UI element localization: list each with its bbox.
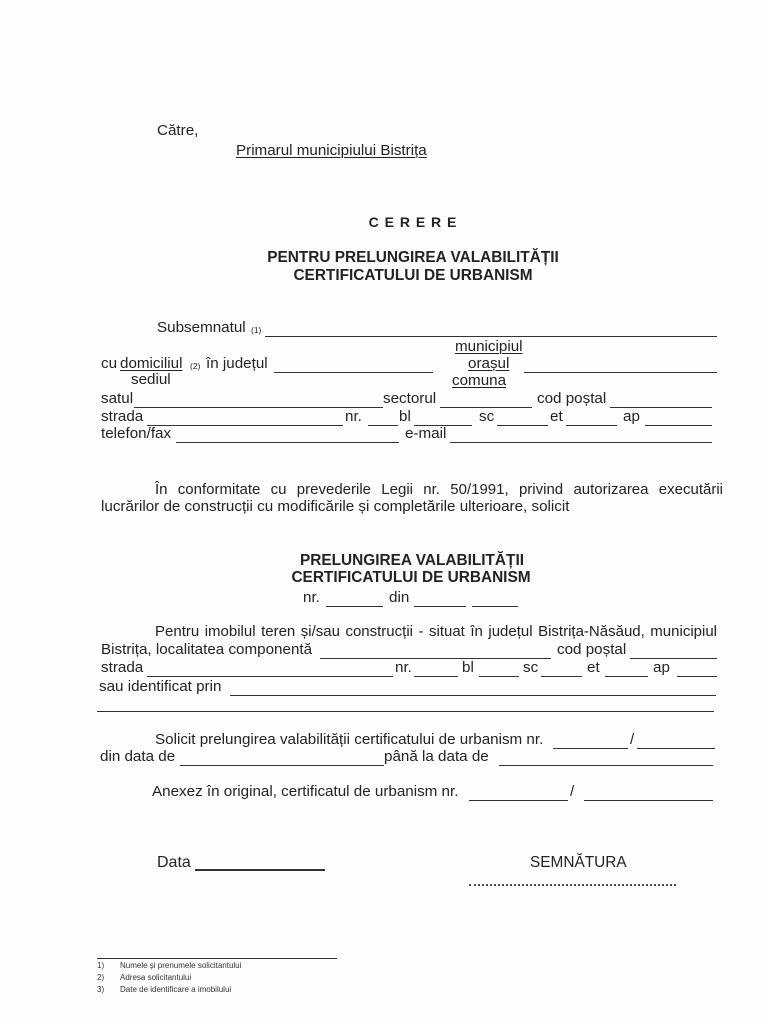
subtitle-line-1: PENTRU PRELUNGIREA VALABILITĂȚII [267, 249, 559, 266]
email-label: e-mail [405, 425, 447, 442]
property-extra-blank [97, 711, 714, 712]
footnote-text-2: Adresa solicitantului [120, 973, 192, 982]
addressee-label: Către, [157, 122, 199, 139]
nr-label: nr. [345, 408, 362, 425]
property-et-label: et [587, 659, 600, 676]
request-nr-blank [326, 606, 383, 607]
property-bl-label: bl [462, 659, 474, 676]
annex-separator: / [570, 783, 575, 800]
email-blank [450, 442, 712, 443]
extension-separator: / [630, 731, 635, 748]
et-label: et [550, 408, 563, 425]
property-strada-blank [147, 676, 393, 677]
property-identificat-label: sau identificat prin [99, 678, 222, 695]
property-sc-blank [541, 676, 582, 677]
property-cod-postal-label: cod poștal [557, 641, 627, 658]
option-orasul: orașul [468, 355, 510, 372]
data-label: Data [157, 854, 191, 871]
option-comuna: comuna [452, 372, 507, 389]
property-strada-label: strada [101, 659, 144, 676]
ap-blank [645, 425, 712, 426]
pana-la-data-label: până la data de [384, 748, 489, 765]
subsemnatul-label: Subsemnatul [157, 319, 246, 336]
recipient-name: Primarul municipiului Bistrița [236, 142, 427, 159]
extension-label: Solicit prelungirea valabilității certificatului de urbanism nr. [155, 731, 544, 748]
footnote-text-1: Numele și prenumele solicitantului [120, 961, 242, 970]
footnote-marker-2: 2) [97, 973, 105, 982]
property-ap-label: ap [653, 659, 670, 676]
telefon-blank [176, 442, 399, 443]
footnote-ref-2: (2) [190, 361, 201, 371]
et-blank [566, 425, 617, 426]
property-sc-label: sc [523, 659, 539, 676]
semnatura-dotted-line [469, 884, 676, 886]
localitate-componenta-label: Bistrița, localitatea componentă [101, 641, 313, 658]
extension-nr-blank [553, 748, 628, 749]
footnote-marker-3: 3) [97, 985, 105, 994]
request-nr-label: nr. [303, 589, 320, 606]
sc-label: sc [479, 408, 495, 425]
legal-basis-line-1: În conformitate cu prevederile Legii nr. 50/1991, privind autorizarea executării [155, 481, 723, 498]
property-nr-blank [414, 676, 458, 677]
strada-blank [147, 425, 343, 426]
document-title: C E R E R E [368, 214, 458, 230]
din-data-label: din data de [100, 748, 176, 765]
domiciliul-label: domiciliul [120, 355, 183, 372]
subtitle-line-2: CERTIFICATULUI DE URBANISM [293, 267, 533, 284]
localitate-blank [524, 372, 717, 373]
property-ap-blank [677, 676, 717, 677]
footnote-text-3: Date de identificare a imobilului [120, 985, 232, 994]
footnote-marker-1: 1) [97, 961, 105, 970]
option-municipiul: municipiul [455, 338, 523, 355]
legal-basis-line-2: lucrărilor de construcții cu modificările și completările ulterioare, solicit [101, 498, 570, 515]
bl-label: bl [399, 408, 411, 425]
sediul-label: sediul [131, 371, 171, 388]
ap-label: ap [623, 408, 640, 425]
annex-label: Anexez în original, certificatul de urbanism nr. [152, 783, 459, 800]
data-blank [195, 869, 325, 871]
annex-year-blank [584, 800, 713, 801]
footnote-ref-1: (1) [251, 325, 262, 335]
request-heading-line-1: PRELUNGIREA VALABILITĂȚII [299, 552, 524, 569]
request-date-blank-2 [472, 606, 518, 607]
property-identificat-blank [230, 695, 716, 696]
extension-year-blank [637, 748, 715, 749]
sc-blank [497, 425, 548, 426]
nr-blank [368, 425, 398, 426]
property-bl-blank [479, 676, 519, 677]
property-nr-label: nr. [395, 659, 412, 676]
sectorul-label: sectorul [383, 390, 437, 407]
subsemnatul-blank [265, 336, 717, 337]
cu-label: cu [101, 355, 118, 372]
property-et-blank [605, 676, 648, 677]
strada-label: strada [101, 408, 144, 425]
property-cod-postal-blank [630, 658, 717, 659]
judetul-blank [274, 372, 433, 373]
semnatura-label: SEMNĂTURA [530, 854, 627, 871]
request-date-blank-1 [414, 606, 466, 607]
din-data-blank [180, 765, 384, 766]
request-din-label: din [389, 589, 410, 606]
satul-label: satul [101, 390, 134, 407]
pana-la-data-blank [499, 765, 713, 766]
cod-postal-label: cod poștal [537, 390, 607, 407]
footnote-separator [97, 958, 337, 959]
property-line-1: Pentru imobilul teren și/sau construcții - situat în județul Bistrița-Năsăud, municipiul [155, 623, 717, 640]
request-heading-line-2: CERTIFICATULUI DE URBANISM [291, 569, 531, 586]
localitate-componenta-blank [320, 658, 551, 659]
annex-nr-blank [469, 800, 568, 801]
judetul-label: în județul [206, 355, 268, 372]
telefon-label: telefon/fax [101, 425, 172, 442]
